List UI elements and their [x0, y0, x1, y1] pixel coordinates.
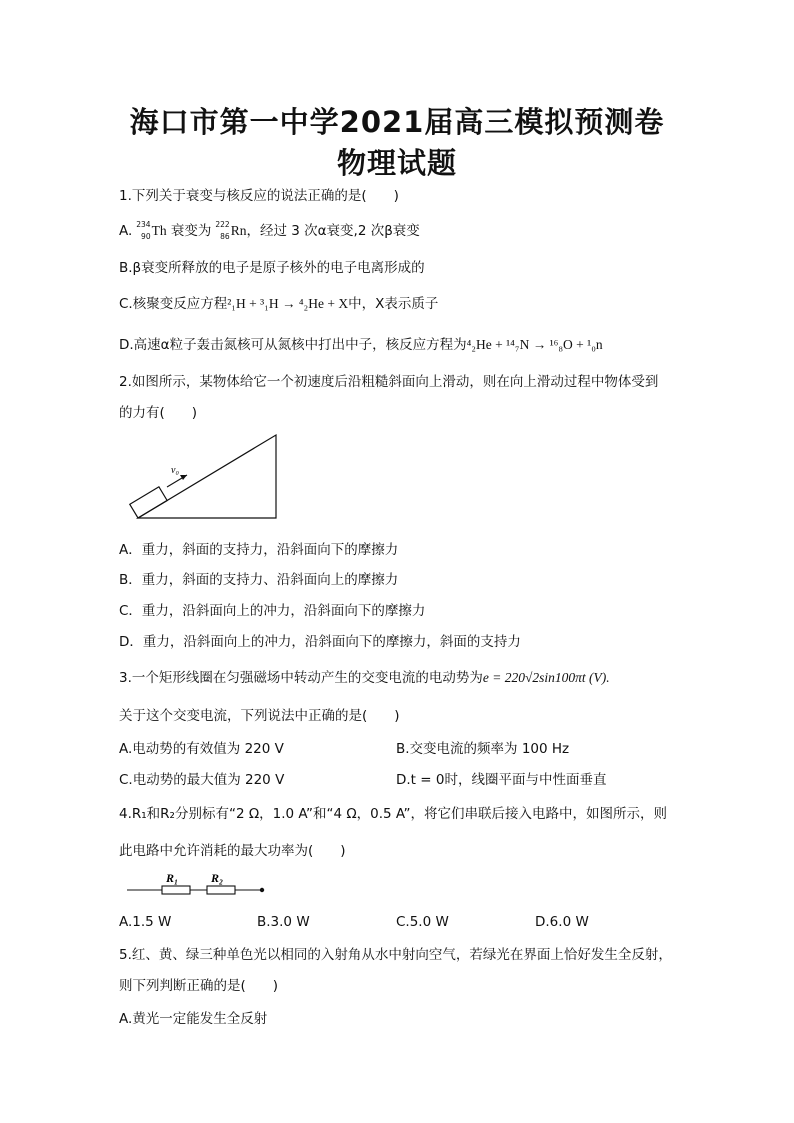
th-symbol: Th — [151, 223, 167, 238]
q1-option-c — [119, 295, 438, 313]
r2-label: R₂ — [211, 871, 224, 885]
q3-option-d: D.t = 0时，线圈平面与中性面垂直 — [396, 772, 607, 788]
q3-stem-line1 — [119, 669, 610, 687]
q1-a-prefix: A. — [119, 223, 133, 239]
q4-stem-line2: 此电路中允许消耗的最大功率为( ) — [119, 843, 346, 859]
q1-stem: 1.下列关于衰变与核反应的说法正确的是( ) — [119, 188, 399, 204]
q1-a-mid: 衰变为 — [170, 223, 212, 239]
q1-a-tail: ，经过 3 次α衰变,2 次β衰变 — [246, 223, 420, 239]
q1-c-prefix: C.核聚变反应方程 — [119, 296, 228, 312]
q4-option-c: C.5.0 W — [396, 914, 449, 930]
q1-d-prefix: D.高速α粒子轰击氮核可从氮核中打出中子，核反应方程为 — [119, 337, 467, 353]
r1-label: R₁ — [166, 871, 179, 885]
terminal-dot — [260, 888, 264, 892]
nuclear-equation: ⁴₂He + ¹⁴₇N → ¹⁶₈O + ¹₀n — [466, 337, 603, 352]
q4-option-d: D.6.0 W — [535, 914, 589, 930]
q2-option-a: A．重力，斜面的支持力，沿斜面向下的摩擦力 — [119, 542, 399, 558]
resistor-r1 — [162, 886, 190, 894]
sliding-block — [130, 487, 167, 518]
q5-stem-line1: 5.红、黄、绿三种单色光以相同的入射角从水中射向空气，若绿光在界面上恰好发生全反射， — [119, 947, 672, 963]
q2-option-c: C．重力，沿斜面向上的冲力，沿斜面向下的摩擦力 — [119, 603, 426, 619]
q4-stem-line1: 4.R₁和R₂分别标有“2 Ω，1.0 A”和“4 Ω，0.5 A”，将它们串联后接入电路中，如图所示，则 — [119, 806, 667, 822]
q2-option-d: D．重力，沿斜面向上的冲力，沿斜面向下的摩擦力，斜面的支持力 — [119, 634, 521, 650]
q4-option-a: A.1.5 W — [119, 914, 172, 930]
page-subtitle: 物理试题 — [336, 146, 457, 180]
fusion-equation: ²₁H + ³₁H → ⁴₂He + X — [227, 296, 349, 311]
arrow-head — [180, 475, 187, 480]
q5-option-a: A.黄光一定能发生全反射 — [119, 1011, 268, 1027]
q1-option-b: B.β衰变所释放的电子是原子核外的电子电离形成的 — [119, 260, 425, 276]
q2-stem-line2: 的力有( ) — [119, 405, 198, 421]
q2-stem-line1: 2.如图所示，某物体给它一个初速度后沿粗糙斜面向上滑动，则在向上滑动过程中物体受到 — [119, 374, 659, 390]
emf-formula: e = 220√2sin100πt (V). — [482, 670, 610, 685]
q3-option-b: B.交变电流的频率为 100 Hz — [396, 741, 570, 757]
rn-symbol: Rn — [230, 223, 247, 238]
incline-figure — [125, 432, 285, 524]
q1-c-tail: 中，X表示质子 — [348, 296, 439, 312]
nuclide-th: 234 90 — [136, 220, 151, 241]
q3-option-a: A.电动势的有效值为 220 V — [119, 741, 284, 757]
q5-stem-line2: 则下列判断正确的是( ) — [119, 978, 279, 994]
page-title: 海口市第一中学2021届高三模拟预测卷 — [129, 105, 665, 139]
q4-option-b: B.3.0 W — [257, 914, 310, 930]
q1-option-d — [119, 336, 603, 354]
q3-stem-line2: 关于这个交变电流，下列说法中正确的是( ) — [119, 708, 400, 724]
q3-option-c: C.电动势的最大值为 220 V — [119, 772, 285, 788]
nuclide-rn: 222 86 — [215, 220, 230, 241]
series-circuit-figure — [125, 868, 270, 898]
q2-option-b: B．重力，斜面的支持力、沿斜面向上的摩擦力 — [119, 572, 399, 588]
q1-option-a — [119, 221, 420, 241]
q3-stem-text: 3.一个矩形线圈在匀强磁场中转动产生的交变电流的电动势为 — [119, 670, 483, 686]
resistor-r2 — [207, 886, 235, 894]
v0-label: v₀ — [171, 465, 179, 476]
